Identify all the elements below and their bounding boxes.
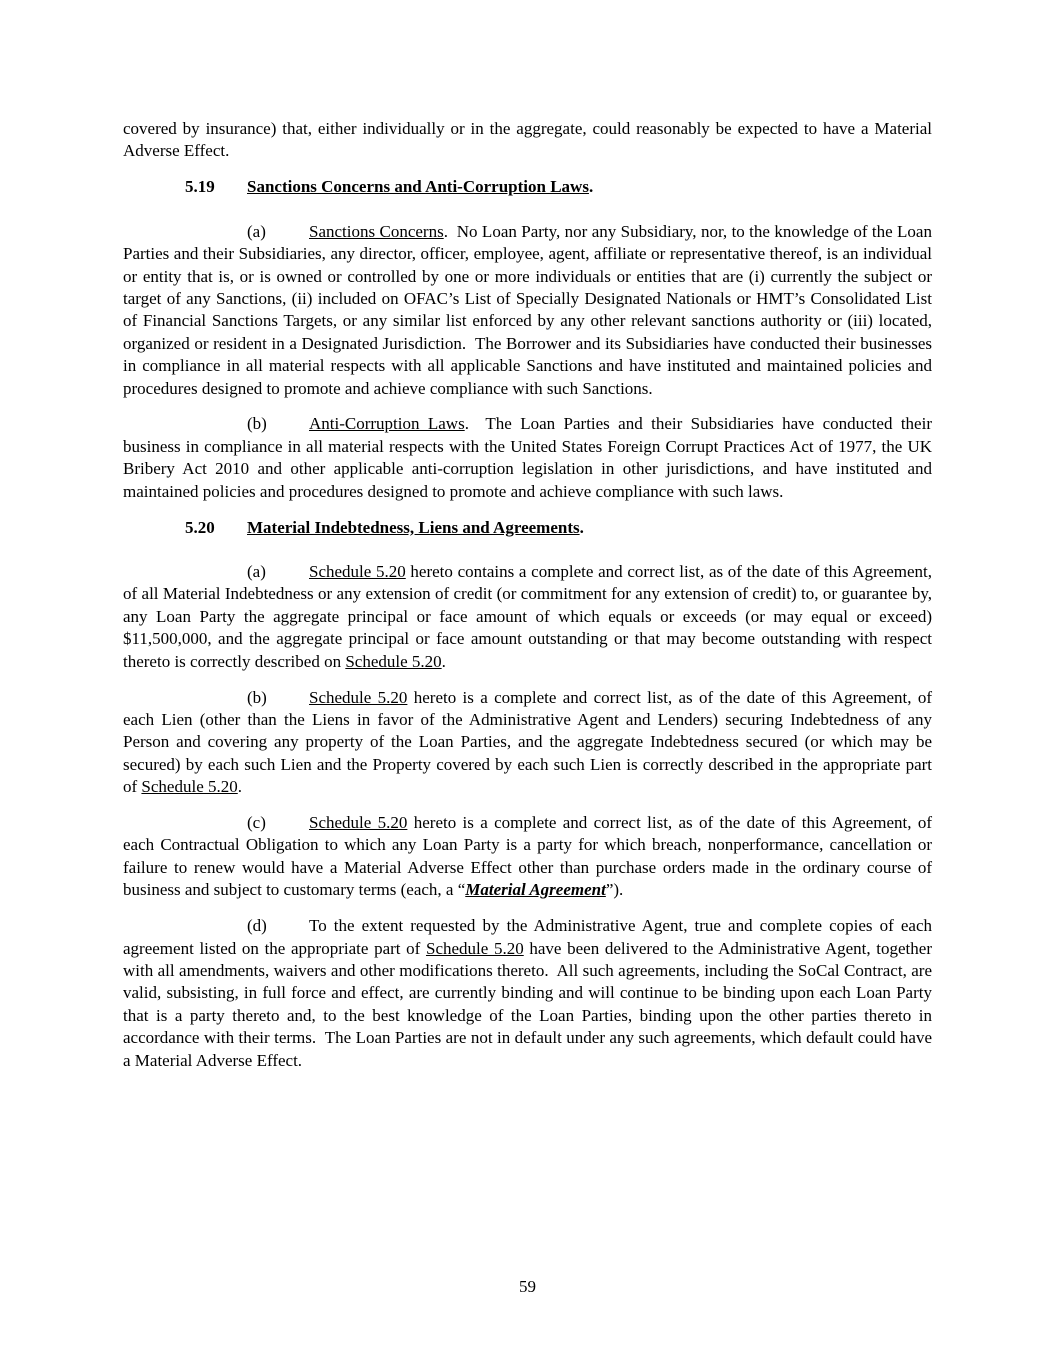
paragraph-label: (a) — [247, 221, 266, 241]
text-run: To the extent requested by the Administrative Agent, true and complete copies of each agreement listed on the appropriate part of — [123, 916, 932, 958]
paragraph-label: (b) — [247, 414, 267, 434]
text-run: . — [441, 651, 446, 671]
text-run: Schedule 5.20 — [425, 938, 524, 958]
paragraph-label: (c) — [247, 813, 266, 833]
paragraph-label: (d) — [247, 916, 267, 936]
paragraph — [123, 812, 932, 902]
paragraph — [123, 413, 932, 503]
text-run: Schedule 5.20 — [309, 813, 408, 833]
text-run: . The Loan Parties and their Subsidiaries have conducted their business in compliance in all material respects with the United States Foreign Corrupt Practices Act of 1977, the UK Bribery Act 2010 and other applicable anti-corruption legislation in other jurisdictions, and have instituted and maintained policies and procedures designed to promote and achieve compliance with such laws. — [123, 414, 932, 501]
page-number: 59 — [519, 1277, 536, 1296]
text-run: ”). — [605, 880, 624, 900]
paragraph — [123, 118, 932, 163]
text-run: hereto contains a complete and correct list, as of the date of this Agreement, of all Material Indebtedness or any extension of credit (or commitment for any extension of credit) to, or guarantee by, any Loan Party the aggregate principal or face amount of which equals or exceeds (or may equal or exceed) $11,500,000, and the aggregate principal or face amount outstanding or that may become outstanding with respect thereto is correctly described on — [123, 562, 932, 671]
text-run: Schedule 5.20 — [309, 687, 408, 707]
paragraph — [123, 915, 932, 1072]
document-body — [123, 118, 932, 1072]
text-run: Material Agreement — [465, 880, 606, 900]
text-run: . — [579, 517, 584, 537]
paragraph — [123, 561, 932, 673]
text-run: Material Indebtedness, Liens and Agreements — [247, 517, 580, 537]
section-number: 5.20 — [185, 517, 215, 537]
paragraph-label: (b) — [247, 687, 267, 707]
paragraph-label: (a) — [247, 562, 266, 581]
paragraph — [123, 221, 932, 400]
text-run: . No Loan Party, nor any Subsidiary, nor, to the knowledge of the Loan Parties and their Subsidiaries, any director, officer, employee, agent, affiliate or representative thereof, is an individual or entity that is, or is owned or controlled by one or more individuals or entities that are (i) currently the subject or target of any Sanctions, (ii) included on OFAC’s List of Specially Designated Nationals or HMT’s Consolidated List of Financial Sanctions Targets, or any similar list enforced by any other relevant sanctions authority or (iii) located, organized or resident in a Designated Jurisdiction. The Borrower and its Subsidiaries have conducted their businesses in compliance in all material respects with all applicable Sanctions and have instituted and maintained policies and procedures designed to promote and achieve compliance with such Sanctions. — [123, 221, 932, 398]
section-number: 5.19 — [185, 177, 215, 197]
text-run: Anti-Corruption Laws — [309, 414, 465, 434]
section-heading — [123, 176, 932, 198]
text-run: Sanctions Concerns and Anti-Corruption Laws — [247, 177, 589, 197]
text-run: hereto is a complete and correct list, as of the date of this Agreement, of each Contractual Obligation to which any Loan Party is a party for which breach, nonperformance, cancellation or failure to renew would have a Material Adverse Effect other than purchase orders made in the ordinary course of business and subject to customary terms (each, a “ — [123, 813, 932, 900]
text-run: covered by insurance) that, either individually or in the aggregate, could reasonably be expected to have a Material Adverse Effect. — [123, 119, 932, 161]
text-run: hereto is a complete and correct list, as of the date of this Agreement, of each Lien (other than the Liens in favor of the Administrative Agent and Lenders) securing Indebtedness of any Person and covering any property of the Loan Parties, and the aggregate Indebtedness secured (or which may be secured) by each such Lien and the Property covered by each such Lien is correctly described in the appropriate part of — [123, 687, 932, 797]
text-run: . — [588, 177, 594, 197]
text-run: Schedule 5.20 — [345, 651, 442, 671]
text-run: have been delivered to the Administrative Agent, together with all amendments, waivers and other modifications thereto. All such agreements, including the SoCal Contract, are valid, subsisting, in full force and effect, are currently binding and will continue to be binding upon each Loan Party that is a party thereto and, to the best knowledge of the Loan Parties, binding upon the other parties thereto in accordance with their terms. The Loan Parties are not in default under any such agreements, which default could have a Material Adverse Effect. — [123, 938, 932, 1070]
text-run: . — [237, 777, 242, 797]
section-heading — [123, 517, 932, 539]
paragraph — [123, 687, 932, 799]
text-run: Sanctions Concerns — [309, 221, 444, 241]
text-run: Schedule 5.20 — [309, 562, 406, 581]
text-run: Schedule 5.20 — [141, 777, 238, 797]
